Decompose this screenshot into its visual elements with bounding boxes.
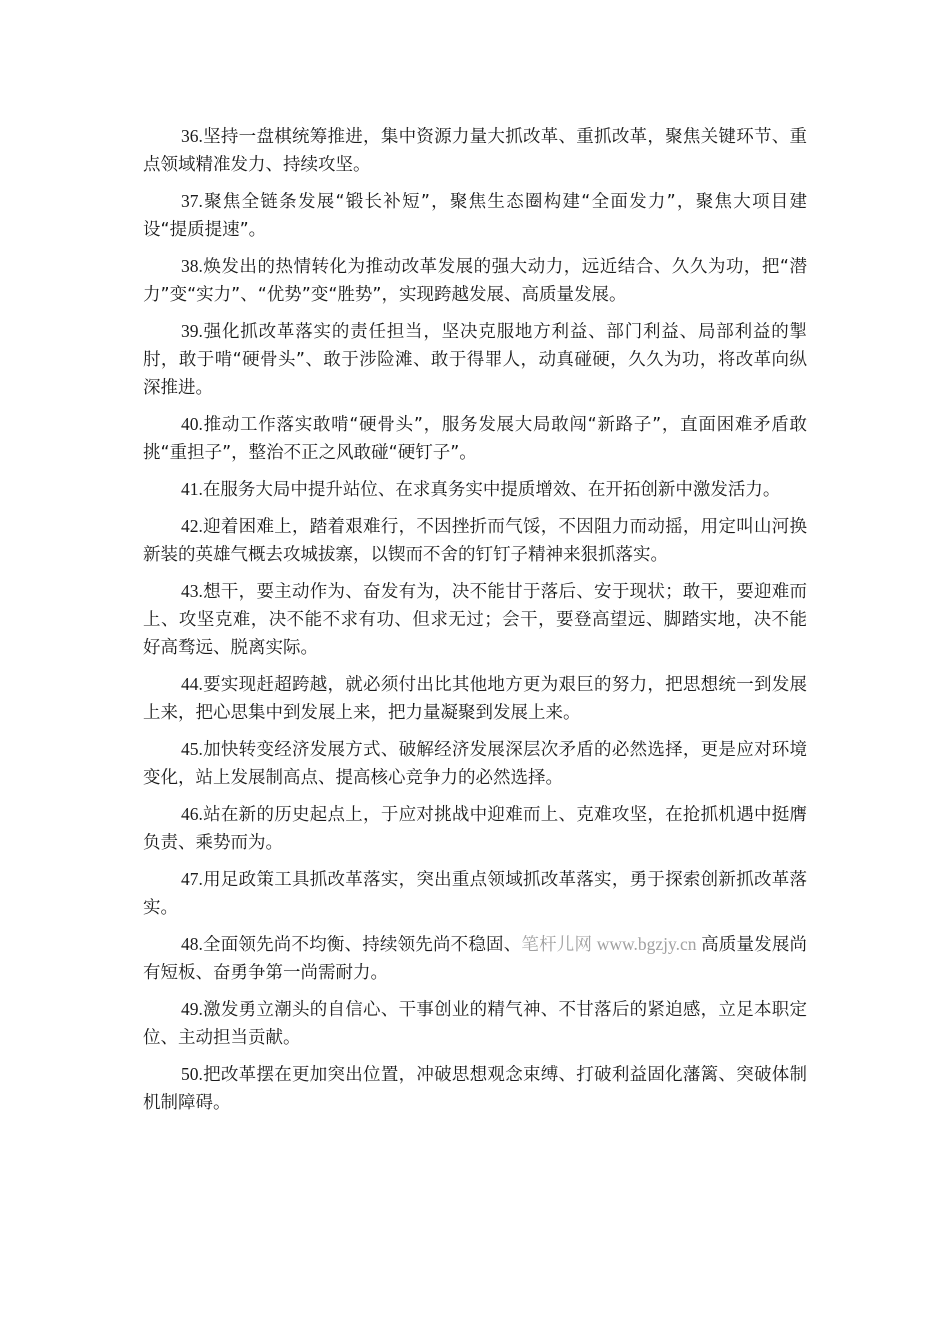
list-item: 50.把改革摆在更加突出位置，冲破思想观念束缚、打破利益固化藩篱、突破体制机制障碍。	[143, 1064, 807, 1113]
list-item: 36.坚持一盘棋统筹推进，集中资源力量大抓改革、重抓改革，聚焦关键环节、重点领域精准发力、持续攻坚。	[143, 126, 807, 175]
watermark-url: www.bgzjy.cn	[592, 934, 702, 954]
list-item: 43.想干，要主动作为、奋发有为，决不能甘于落后、安于现状；敢干，要迎难而上、攻坚克难，决不能不求有功、但求无过；会干，要登高望远、脚踏实地，决不能好高骛远、脱离实际。	[143, 581, 807, 658]
list-item: 42.迎着困难上，踏着艰难行，不因挫折而气馁，不因阻力而动摇，用定叫山河换新装的英雄气概去攻城拔寨，以锲而不舍的钉钉子精神来狠抓落实。	[143, 516, 807, 565]
list-item: 48.全面领先尚不均衡、持续领先尚不稳固、笔杆儿网 www.bgzjy.cn 高质量发展尚有短板、奋勇争第一尚需耐力。	[143, 934, 808, 983]
list-item: 49.激发勇立潮头的自信心、干事创业的精气神、不甘落后的紧迫感，立足本职定位、主动担当贡献。	[143, 999, 807, 1048]
watermark-text: 笔杆儿网	[521, 935, 593, 955]
document-body	[143, 122, 807, 1125]
list-item: 41.在服务大局中提升站位、在求真务实中提质增效、在开拓创新中激发活力。	[181, 479, 781, 500]
list-item: 44.要实现赶超跨越，就必须付出比其他地方更为艰巨的努力，把思想统一到发展上来，把心思集中到发展上来，把力量凝聚到发展上来。	[143, 674, 807, 723]
list-item: 37.聚焦全链条发展“锻长补短”，聚焦生态圈构建“全面发力”，聚焦大项目建设“提质提速”。	[143, 191, 807, 240]
list-item: 46.站在新的历史起点上，于应对挑战中迎难而上、克难攻坚，在抢抓机遇中挺膺负责、乘势而为。	[143, 804, 807, 853]
list-item: 38.焕发出的热情转化为推动改革发展的强大动力，远近结合、久久为功，把“潜力”变“实力”、“优势”变“胜势”，实现跨越发展、高质量发展。	[143, 256, 807, 305]
list-item: 45.加快转变经济发展方式、破解经济发展深层次矛盾的必然选择，更是应对环境变化，站上发展制高点、提高核心竞争力的必然选择。	[143, 739, 807, 788]
list-item: 40.推动工作落实敢啃“硬骨头”，服务发展大局敢闯“新路子”，直面困难矛盾敢挑“重担子”，整治不正之风敢碰“硬钉子”。	[143, 414, 807, 463]
list-item: 47.用足政策工具抓改革落实，突出重点领域抓改革落实，勇于探索创新抓改革落实。	[143, 869, 807, 918]
list-item: 39.强化抓改革落实的责任担当，坚决克服地方利益、部门利益、局部利益的掣肘，敢于啃“硬骨头”、敢于涉险滩、敢于得罪人，动真碰硬，久久为功，将改革向纵深推进。	[143, 321, 807, 398]
